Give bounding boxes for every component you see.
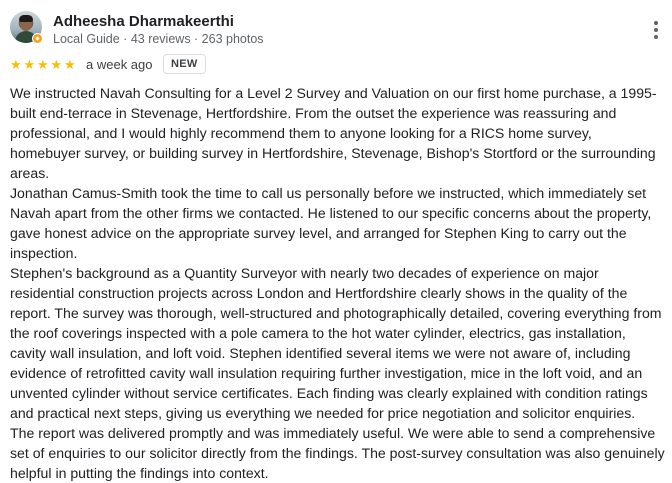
local-guide-badge-icon <box>32 33 43 44</box>
review-date: a week ago <box>86 57 153 72</box>
more-dot <box>654 28 658 32</box>
review-paragraph: Jonathan Camus-Smith took the time to call us personally before we instructed, which immediately set Navah apart from the other firms we contacted. He listened to our specific concerns about the property, gave honest advice on the appropriate survey level, and arranged for Stephen King to carry out the inspection. <box>10 185 652 261</box>
reviewer-meta: Local Guide · 43 reviews · 263 photos <box>53 32 264 46</box>
review-header <box>10 11 672 47</box>
star-icon: ★ <box>10 58 22 73</box>
star-icon: ★ <box>37 58 49 73</box>
avatar-hair <box>19 15 33 22</box>
star-icon: ★ <box>50 58 63 73</box>
review-paragraph: We instructed Navah Consulting for a Level 2 Survey and Valuation on our first home purchase, a 1995-built end-terrace in Stevenage, Hertfordshire. From the outset the experience was reassuring and professional, and I would highly recommend them to anyone looking for a RICS home survey, homebuyer survey, or building survey in Hertfordshire, Stevenage, Bishop's Stortford or the surrounding areas. <box>10 85 657 181</box>
star-icon: ★ <box>64 58 76 73</box>
more-options-icon[interactable] <box>650 19 662 41</box>
star-icon: ★ <box>23 58 36 73</box>
more-dot <box>654 21 658 25</box>
new-badge: NEW <box>163 54 206 74</box>
reviewer-name[interactable]: Adheesha Dharmakeerthi <box>53 13 234 30</box>
more-dot <box>654 35 658 39</box>
review-text <box>10 83 665 483</box>
review-paragraph: The report was delivered promptly and was immediately useful. We were able to send a comprehensive set of enquiries to our solicitor directly from the findings. The post-survey consultation was also genuinely helpful in putting the findings into context. <box>10 425 665 481</box>
review-paragraph: Stephen's background as a Quantity Surveyor with nearly two decades of experience on major residential construction projects across London and Hertfordshire clearly shows in the quality of the report. The survey was thorough, well-structured and photographically detailed, covering everything from the roof coverings inspected with a pole camera to the hot water cylinder, electrics, gas installation, cavity wall insulation, and loft void. Stephen identified several items we were not aware of, including evidence of retrofitted cavity wall insulation requiring further investigation, mice in the loft void, and an unvented cylinder without service certificates. Each finding was clearly explained with condition ratings and practical next steps, giving us everything we needed for price negotiation and solicitor enquiries. <box>10 265 662 421</box>
star-rating <box>10 56 78 74</box>
